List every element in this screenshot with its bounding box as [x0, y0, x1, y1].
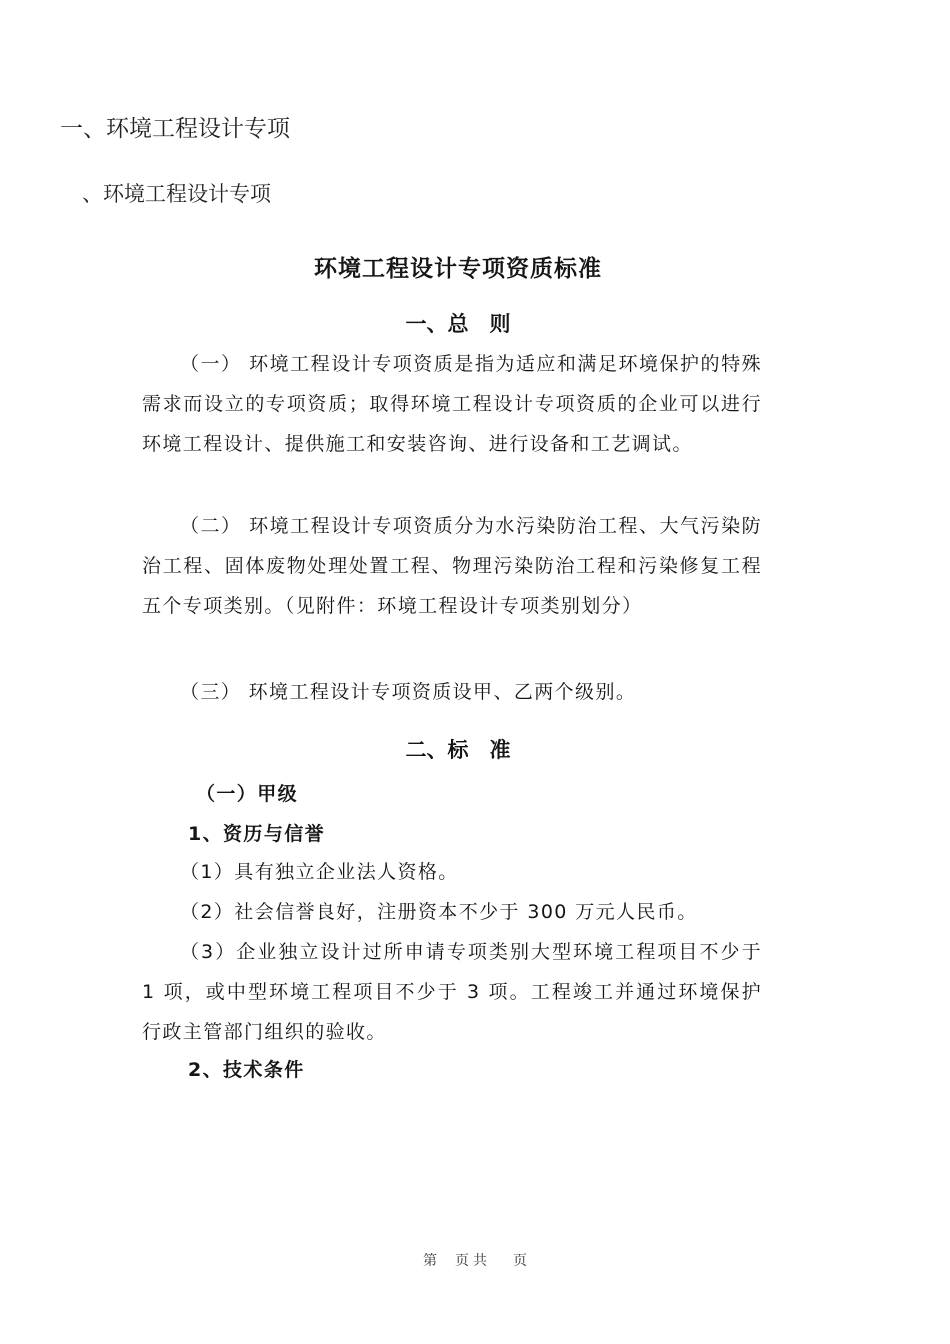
grade-heading: （一）甲级 — [196, 783, 299, 805]
item-heading-technical: 2、技术条件 — [188, 1059, 305, 1081]
section-title-general: 一、总 则 — [405, 312, 511, 336]
outline-heading-1: 一、环境工程设计专项 — [60, 116, 290, 142]
outline-heading-2: 、环境工程设计专项 — [82, 182, 271, 206]
section-title-standards: 二、标 准 — [405, 738, 511, 762]
footer-label: 页 — [455, 1253, 469, 1269]
paragraph-2: （二） 环境工程设计专项资质分为水污染防治工程、大气污染防治工程、固体废物处理处置工程、物理污染防治工程和污染修复工程五个专项类别。（见附件：环境工程设计专项类别划分） — [142, 515, 762, 617]
footer-label: 共 — [473, 1253, 487, 1269]
paragraph-3: （三） 环境工程设计专项资质设甲、乙两个级别。 — [180, 681, 637, 703]
scanned-document — [128, 236, 788, 1106]
page-footer — [0, 1250, 950, 1270]
list-item: （3）企业独立设计过所申请专项类别大型环境工程项目不少于 1 项，或中型环境工程项目不少于 3 项。工程竣工并通过环境保护行政主管部门组织的验收。 — [142, 941, 762, 1043]
document-title: 环境工程设计专项资质标准 — [314, 256, 602, 282]
footer-label: 页 — [513, 1253, 527, 1269]
footer-label: 第 — [423, 1253, 437, 1269]
paragraph-1: （一） 环境工程设计专项资质是指为适应和满足环境保护的特殊需求而设立的专项资质；取得环境工程设计专项资质的企业可以进行环境工程设计、提供施工和安装咨询、进行设备和工艺调试。 — [142, 353, 762, 455]
item-heading-qualification: 1、资历与信誉 — [188, 823, 326, 845]
list-item: （1）具有独立企业法人资格。 — [180, 861, 459, 883]
list-item: （2）社会信誉良好，注册资本不少于 300 万元人民币。 — [180, 901, 698, 923]
